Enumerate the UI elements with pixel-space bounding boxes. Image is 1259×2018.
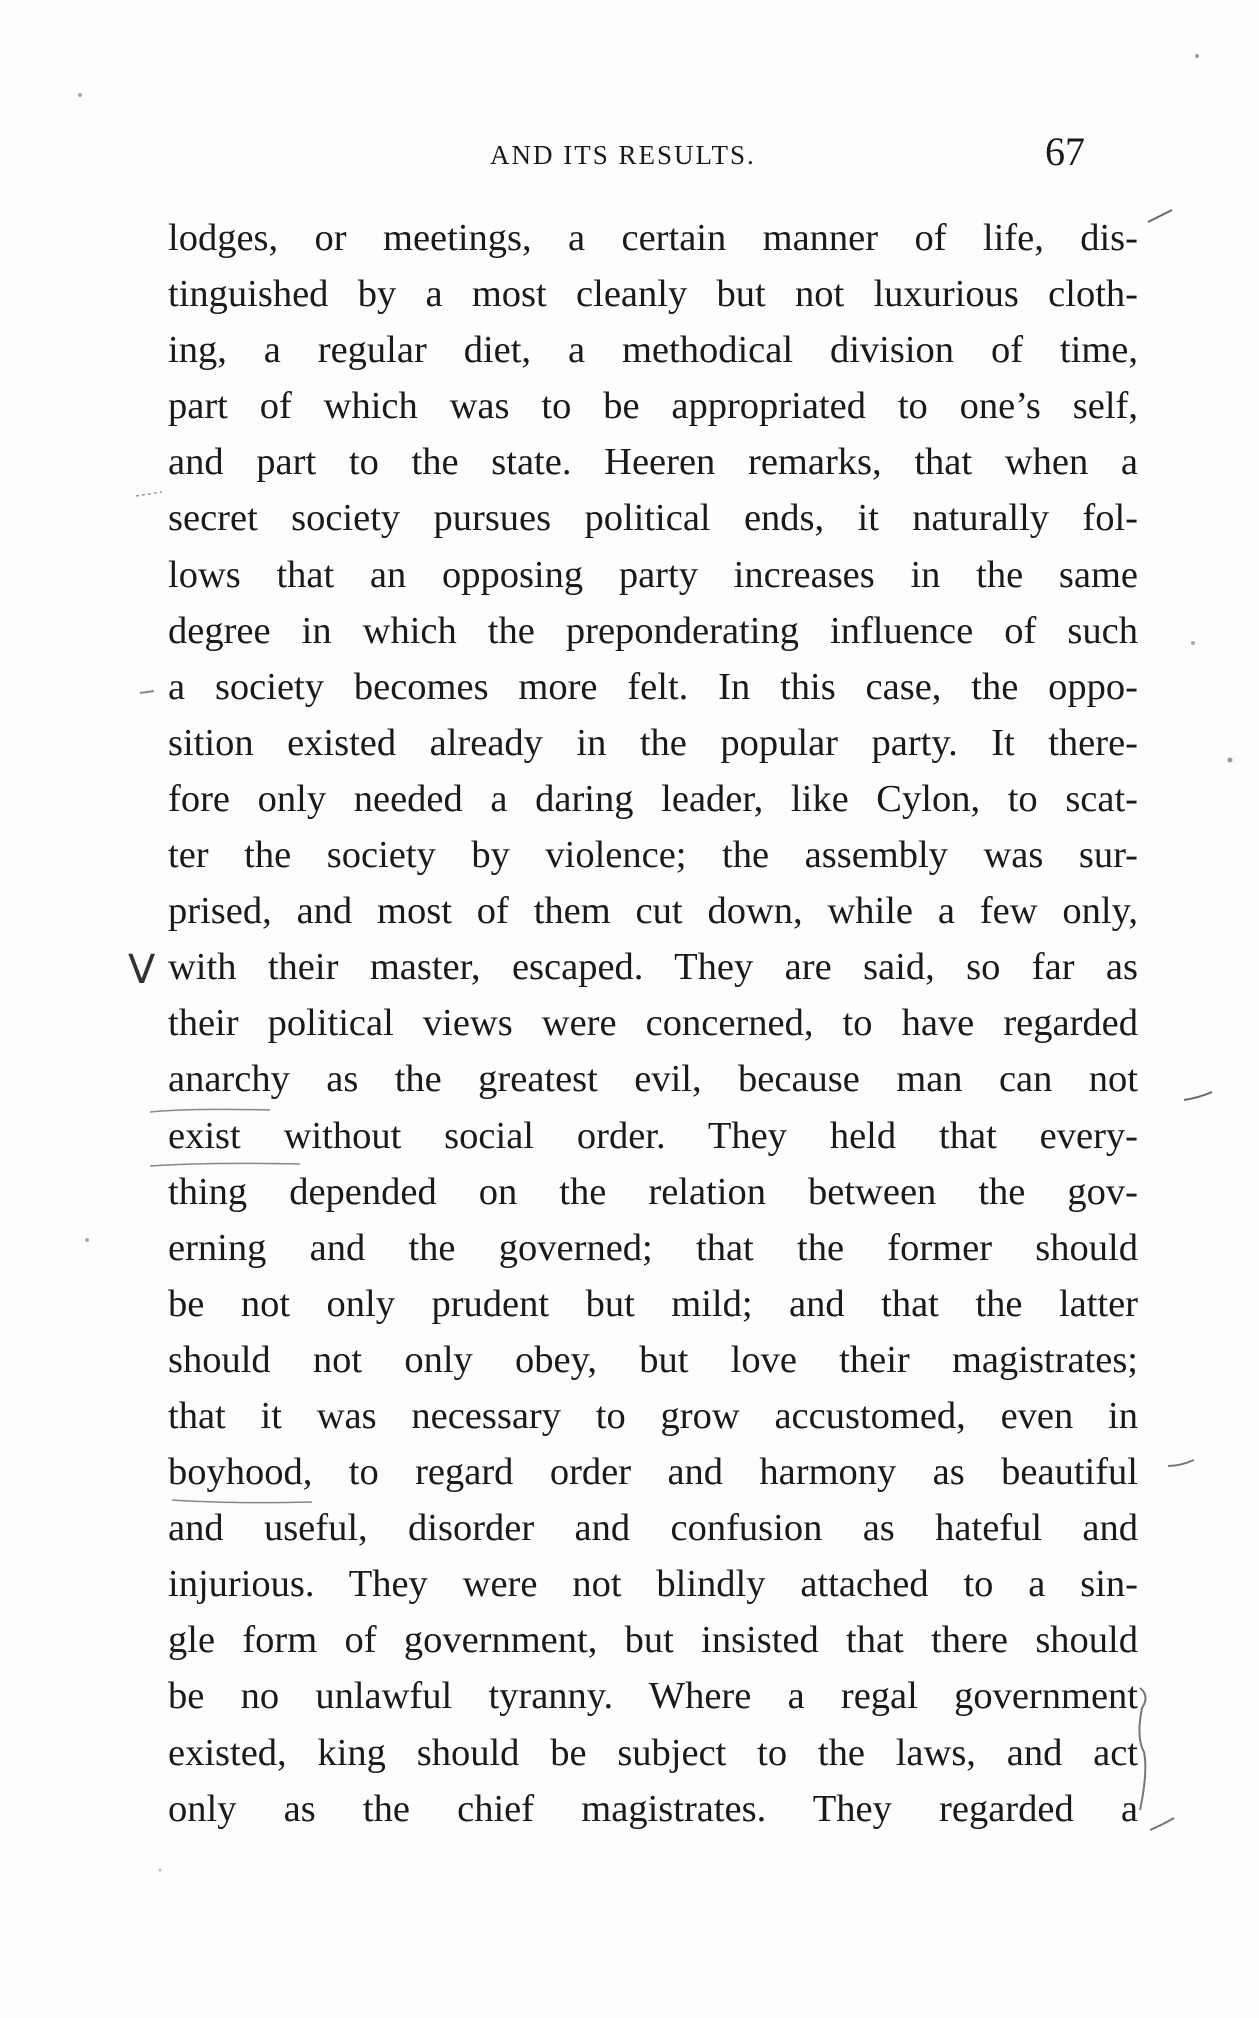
text-line: their political views were concerned, to have regarded bbox=[168, 1002, 1138, 1045]
text-line: erning and the governed; that the former should bbox=[168, 1226, 1138, 1269]
margin-dash-mark bbox=[1150, 1818, 1174, 1830]
page-number: 67 bbox=[1045, 129, 1085, 174]
margin-dash-mark bbox=[140, 691, 154, 693]
margin-dash-mark bbox=[1184, 1092, 1212, 1100]
paper-speck bbox=[1195, 54, 1199, 58]
text-line: a society becomes more felt. In this case, the oppo- bbox=[168, 665, 1138, 708]
paper-speck bbox=[85, 1238, 89, 1242]
text-line: boyhood, to regard order and harmony as beautiful bbox=[168, 1451, 1138, 1494]
text-line: existed, king should be subject to the laws, and act bbox=[168, 1731, 1138, 1774]
paper-speck bbox=[1228, 758, 1233, 763]
text-line: ter the society by violence; the assembly was sur- bbox=[168, 834, 1138, 877]
text-line: that it was necessary to grow accustomed, even in bbox=[168, 1394, 1138, 1437]
text-line: tinguished by a most cleanly but not luxurious cloth- bbox=[168, 273, 1138, 316]
text-line: secret society pursues political ends, it naturally fol- bbox=[168, 497, 1138, 540]
text-line: thing depended on the relation between the gov- bbox=[168, 1170, 1138, 1213]
margin-dash-mark bbox=[1168, 1460, 1194, 1466]
text-line: only as the chief magistrates. They regarded a bbox=[168, 1787, 1138, 1830]
text-line: injurious. They were not blindly attached to a sin- bbox=[168, 1563, 1138, 1606]
text-line: should not only obey, but love their magistrates; bbox=[168, 1338, 1138, 1381]
text-line: fore only needed a daring leader, like Cylon, to scat- bbox=[168, 777, 1138, 820]
text-line: lows that an opposing party increases in the same bbox=[168, 553, 1138, 596]
text-line: degree in which the preponderating influence of such bbox=[168, 609, 1138, 652]
paper-speck bbox=[159, 1869, 162, 1872]
text-line: anarchy as the greatest evil, because man can not bbox=[168, 1058, 1138, 1101]
margin-dash-mark bbox=[136, 492, 162, 496]
body-text bbox=[168, 210, 1138, 1837]
text-line: lodges, or meetings, a certain manner of life, dis- bbox=[168, 217, 1138, 259]
paper-speck bbox=[78, 93, 82, 97]
text-line: and part to the state. Heeren remarks, that when a bbox=[168, 441, 1138, 484]
text-line: sition existed already in the popular party. It there- bbox=[168, 721, 1138, 764]
text-line: part of which was to be appropriated to one’s self, bbox=[168, 385, 1138, 428]
text-line: with their master, escaped. They are said, so far as bbox=[168, 946, 1138, 989]
text-line: ing, a regular diet, a methodical division of time, bbox=[168, 329, 1138, 372]
running-head: AND ITS RESULTS. bbox=[490, 140, 756, 170]
text-line: prised, and most of them cut down, while a few only, bbox=[168, 890, 1138, 933]
text-line: be not only prudent but mild; and that the latter bbox=[168, 1282, 1138, 1325]
text-line: be no unlawful tyranny. Where a regal government bbox=[168, 1675, 1138, 1718]
text-line: and useful, disorder and confusion as hateful and bbox=[168, 1507, 1138, 1550]
margin-bracket-mark bbox=[1139, 1688, 1145, 1810]
text-line: exist without social order. They held that every- bbox=[168, 1114, 1138, 1157]
paper-speck bbox=[1191, 641, 1195, 645]
margin-check-icon: V bbox=[128, 947, 156, 993]
text-line: gle form of government, but insisted that there should bbox=[168, 1619, 1138, 1662]
margin-dash-mark bbox=[1148, 210, 1172, 222]
